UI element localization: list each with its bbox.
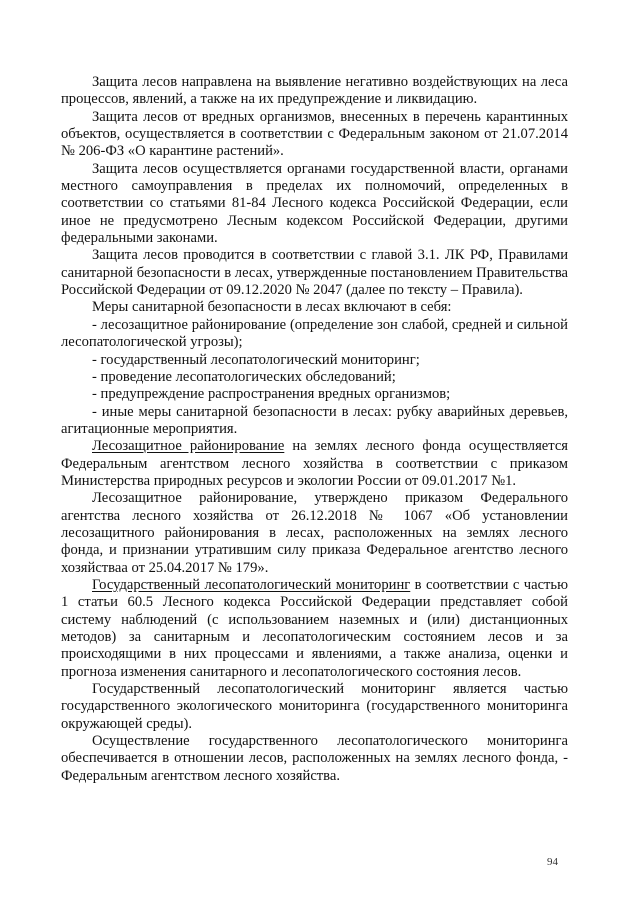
list-item-text: - предупреждение распространения вредных организмов; (92, 386, 451, 403)
list-item-other-measures (61, 404, 568, 439)
list-item-text: - иные меры санитарной безопасности в лесах: рубку аварийных деревьев, агитационные мероприятия. (61, 403, 568, 437)
paragraph-monitoring-definition (61, 577, 568, 681)
paragraph-text: Государственный лесопатологический мониторинг является частью государственного экологического мониторинга (государственного мониторинга окружающей среды). (61, 681, 568, 732)
paragraph-text: Защита лесов проводится в соответствии с главой 3.1. ЛК РФ, Правилами санитарной безопасности в лесах, утвержденные постановлением Правительства Российской Федерации от 09.12.2020 № 2047 (далее по тексту – Правила). (61, 247, 568, 299)
paragraph-text: Осуществление государственного лесопатологического мониторинга обеспечивается в отношении лесов, расположенных на землях лесного фонда, - Федеральным агентством лесного хозяйства. (61, 733, 568, 784)
list-item-prevention (61, 386, 568, 403)
list-item-text: - государственный лесопатологический мониторинг; (92, 351, 420, 368)
underlined-term: Государственный лесопатологический мониторинг (92, 576, 411, 593)
document-page (61, 74, 568, 785)
paragraph-monitoring-responsibility (61, 733, 568, 785)
paragraph-zoning-definition (61, 438, 568, 490)
paragraph-text: на землях лесного фонда осуществляется Федеральным агентством лесного хозяйства в соответствии с приказом Министерства природных ресурсов и экологии России от 09.01.2017 №1. (61, 438, 569, 489)
list-item-text: - лесозащитное районирование (определение зон слабой, средней и сильной лесопатологической угрозы); (61, 316, 568, 351)
page-number: 94 (547, 856, 558, 868)
paragraph-text: Защита лесов от вредных организмов, внесенных в перечень карантинных объектов, осуществляется в соответствии с Федеральным законом от 21.07.2014 № 206-ФЗ «О карантине растений». (61, 108, 568, 160)
paragraph-forest-protection-goal (61, 74, 568, 109)
paragraph-zoning-order (61, 490, 568, 577)
paragraph-sanitary-rules (61, 247, 568, 299)
list-item-monitoring (61, 352, 568, 369)
paragraph-monitoring-part (61, 681, 568, 733)
paragraph-text: Лесозащитное районирование, утверждено приказом Федерального агентства лесного хозяйства от 26.12.2018 № 1067 «Об установлении лесозащитного районирования в лесах, расположенных на землях лесного фонда, и признании утратившим силу приказа Федеральное агентство лесного хозяйстваа от 25.04.2017 № 179». (61, 490, 568, 576)
paragraph-text: Меры санитарной безопасности в лесах включают в себя: (92, 299, 452, 316)
paragraph-measures-intro (61, 299, 568, 316)
paragraph-text: Защита лесов осуществляется органами государственной власти, органами местного самоуправления в пределах их полномочий, определенных в соответствии со статьями 81-84 Лесного кодекса Российской Федерации, если иное не предусмотрено Лесным кодексом Российской Федерации, другими федеральными законами. (61, 160, 568, 247)
paragraph-quarantine-law (61, 109, 568, 161)
paragraph-text: в соответствии с частью 1 статьи 60.5 Лесного кодекса Российской Федерации представляет собой систему наблюдений (с использованием наземных и (или) дистанционных методов) за санитарным и лесопатологическим состоянием лесов и за происходящими в них процессами и явлениями, а также анализа, оценки и прогноза изменения санитарного и лесопатологического состояния лесов. (61, 576, 568, 680)
list-item-text: - проведение лесопатологических обследований; (92, 368, 396, 385)
paragraph-text: Защита лесов направлена на выявление негативно воздействующих на леса процессов, явлений, а также на их предупреждение и ликвидацию. (61, 74, 568, 108)
paragraph-authorities (61, 161, 568, 248)
list-item-zoning (61, 317, 568, 352)
underlined-term: Лесозащитное районирование (92, 438, 285, 455)
list-item-surveys (61, 369, 568, 386)
